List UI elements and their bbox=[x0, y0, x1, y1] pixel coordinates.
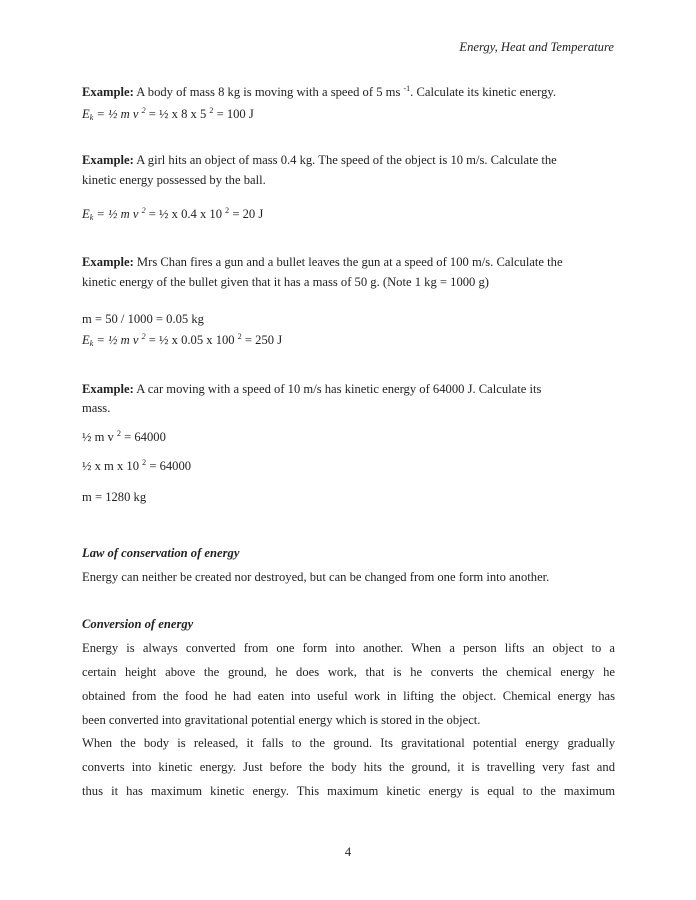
text: A body of mass 8 kg is moving with a speed of 5 ms bbox=[133, 85, 404, 99]
paragraph-line: been converted into gravitational potential energy which is stored in the object. bbox=[82, 713, 481, 727]
example-2-question-line-1 bbox=[82, 152, 557, 168]
example-4-step-3: m = 1280 kg bbox=[82, 490, 147, 504]
paragraph-line: thus it has maximum kinetic energy. This maximum kinetic energy is equal to the maximum bbox=[82, 784, 615, 798]
text: = 100 J bbox=[213, 107, 254, 121]
law-heading: Law of conservation of energy bbox=[82, 546, 240, 560]
text: = ½ m v bbox=[93, 207, 142, 221]
example-3-question-line-2: kinetic energy of the bullet given that it has a mass of 50 g. (Note 1 kg = 1000 g) bbox=[82, 275, 489, 289]
law-text: Energy can neither be created nor destroyed, but can be changed from one form into another. bbox=[82, 570, 550, 584]
text: = ½ x 8 x 5 bbox=[145, 107, 210, 121]
paragraph-line: obtained from the food he had eaten into useful work in lifting the object. Chemical energy has bbox=[82, 689, 615, 703]
example-1-question bbox=[82, 84, 556, 100]
example-3-mass: m = 50 / 1000 = 0.05 kg bbox=[82, 312, 204, 326]
superscript: -1 bbox=[403, 84, 411, 93]
paragraph-line: certain height above the ground, he does work, that is he converts the chemical energy he bbox=[82, 665, 615, 679]
text: = ½ x 0.05 x 100 bbox=[145, 333, 238, 347]
text: A car moving with a speed of 10 m/s has kinetic energy of 64000 J. Calculate its bbox=[133, 382, 542, 396]
example-4-question-line-2: mass. bbox=[82, 401, 111, 415]
page-number: 4 bbox=[344, 845, 352, 859]
text: E bbox=[82, 107, 90, 121]
running-header: Energy, Heat and Temperature bbox=[459, 40, 614, 54]
example-3-formula bbox=[82, 332, 282, 348]
text: E bbox=[82, 207, 90, 221]
example-label: Example: bbox=[82, 255, 134, 269]
example-label: Example: bbox=[82, 85, 134, 99]
superscript: 2 bbox=[141, 206, 146, 215]
subscript: k bbox=[89, 339, 94, 348]
superscript: 2 bbox=[116, 429, 121, 438]
example-label: Example: bbox=[82, 153, 134, 167]
conversion-heading: Conversion of energy bbox=[82, 617, 194, 631]
example-4-question-line-1 bbox=[82, 381, 541, 397]
text: = 64000 bbox=[120, 430, 166, 444]
text: E bbox=[82, 333, 90, 347]
superscript: 2 bbox=[142, 458, 147, 467]
superscript: 2 bbox=[141, 106, 146, 115]
paragraph-line: Energy is always converted from one form into another. When a person lifts an object to a bbox=[82, 641, 615, 655]
text: A girl hits an object of mass 0.4 kg. The speed of the object is 10 m/s. Calculate the bbox=[133, 153, 557, 167]
superscript: 2 bbox=[141, 332, 146, 341]
superscript: 2 bbox=[209, 106, 214, 115]
text: = ½ m v bbox=[93, 333, 142, 347]
subscript: k bbox=[89, 213, 94, 222]
paragraph-line: When the body is released, it falls to the ground. Its gravitational potential energy gradually bbox=[82, 736, 615, 750]
example-3-question-line-1 bbox=[82, 254, 563, 270]
superscript: 2 bbox=[225, 206, 230, 215]
text: Mrs Chan fires a gun and a bullet leaves the gun at a speed of 100 m/s. Calculate the bbox=[133, 255, 563, 269]
text: = ½ x 0.4 x 10 bbox=[145, 207, 226, 221]
example-4-step-2 bbox=[82, 458, 191, 474]
superscript: 2 bbox=[237, 332, 242, 341]
text: ½ m v bbox=[82, 430, 117, 444]
subscript: k bbox=[89, 113, 94, 122]
example-2-question-line-2: kinetic energy possessed by the ball. bbox=[82, 173, 266, 187]
example-label: Example: bbox=[82, 382, 134, 396]
text: = 64000 bbox=[146, 459, 192, 473]
example-1-formula bbox=[82, 106, 254, 122]
text: = 250 J bbox=[241, 333, 283, 347]
text: = 20 J bbox=[229, 207, 264, 221]
paragraph-line: converts into kinetic energy. Just before the body hits the ground, it is travelling very fast and bbox=[82, 760, 615, 774]
example-4-step-1 bbox=[82, 429, 166, 445]
text: ½ x m x 10 bbox=[82, 459, 143, 473]
text: = ½ m v bbox=[93, 107, 142, 121]
text: . Calculate its kinetic energy. bbox=[410, 85, 557, 99]
example-2-formula bbox=[82, 206, 263, 222]
